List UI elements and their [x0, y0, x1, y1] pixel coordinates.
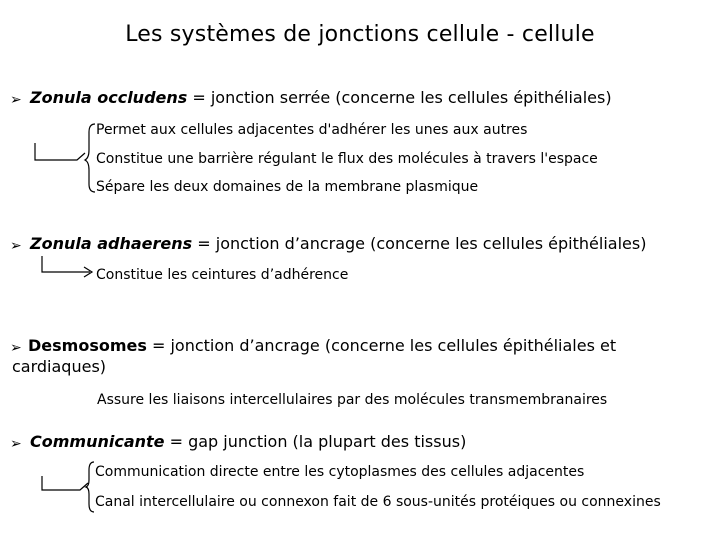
list-item: Sépare les deux domaines de la membrane plasmique	[96, 179, 479, 195]
arrow-connector-icon	[40, 254, 96, 278]
section-desmosomes-heading	[28, 336, 616, 355]
branch-connector-icon	[40, 460, 96, 514]
list-item: Communication directe entre les cytoplasmes des cellules adjacentes	[95, 464, 585, 480]
list-item: Canal intercellulaire ou connexon fait de 6 sous-unités protéiques ou connexines	[95, 494, 661, 510]
term-communicante: Communicante	[30, 432, 165, 451]
term-zonula-occludens: Zonula occludens	[30, 88, 188, 107]
term-zonula-adhaerens: Zonula adhaerens	[30, 234, 193, 253]
definition-zonula-occludens: = jonction serrée (concerne les cellules épithéliales)	[187, 88, 612, 107]
branch-connector-icon	[35, 120, 95, 200]
section-zonula-adhaerens-heading	[30, 234, 646, 253]
arrowhead-bullet-icon: ➢	[10, 436, 22, 452]
term-desmosomes: Desmosomes	[28, 336, 147, 355]
list-item: Constitue une barrière régulant le flux des molécules à travers l'espace	[96, 151, 598, 167]
arrowhead-bullet-icon: ➢	[10, 238, 22, 254]
list-item: Assure les liaisons intercellulaires par des molécules transmembranaires	[97, 392, 608, 408]
definition-desmosomes-line2: cardiaques)	[12, 357, 107, 376]
list-item: Permet aux cellules adjacentes d'adhérer les unes aux autres	[96, 122, 528, 138]
section-communicante-heading	[30, 432, 466, 451]
section-zonula-occludens-heading	[30, 88, 612, 107]
definition-zonula-adhaerens: = jonction d’ancrage (concerne les cellules épithéliales)	[192, 234, 647, 253]
arrowhead-bullet-icon: ➢	[10, 340, 22, 356]
arrowhead-bullet-icon: ➢	[10, 92, 22, 108]
page-title: Les systèmes de jonctions cellule - cellule	[125, 22, 595, 47]
definition-desmosomes-line1: = jonction d’ancrage (concerne les cellules épithéliales et	[146, 336, 617, 355]
list-item: Constitue les ceintures d’adhérence	[96, 267, 349, 283]
definition-communicante: = gap junction (la plupart des tissus)	[164, 432, 467, 451]
